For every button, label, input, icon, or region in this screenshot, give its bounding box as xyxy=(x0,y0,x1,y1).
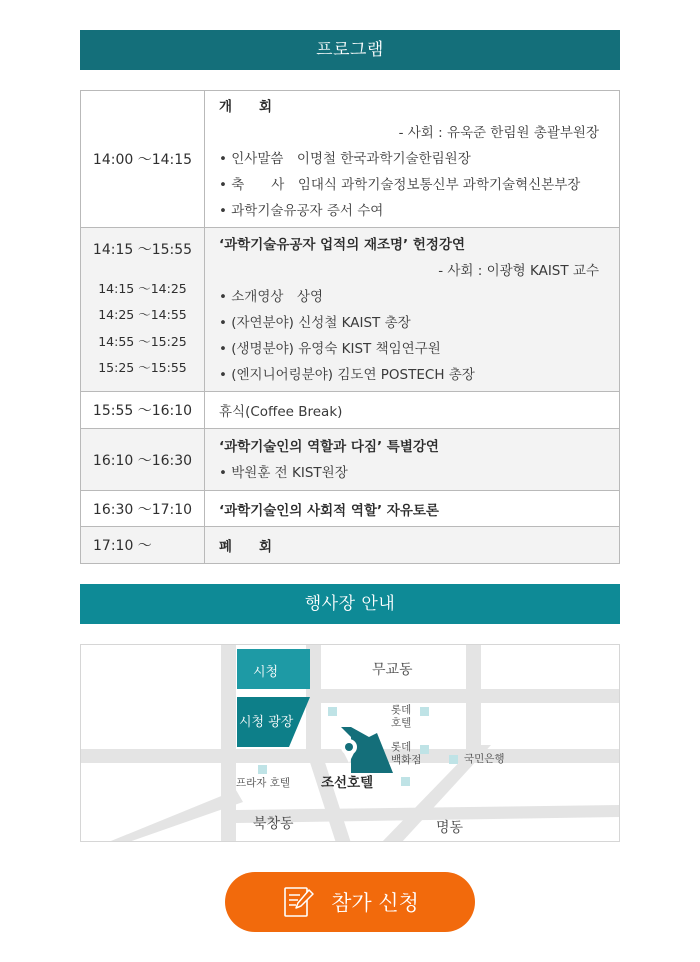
sub-time: 14:55 ～15:25 xyxy=(98,333,187,349)
map-marker-square xyxy=(449,755,458,764)
list-item: • 인사말씀 이명철 한국과학기술한림원장 xyxy=(219,151,471,167)
map-label-lotte-dept: 롯데 백화점 xyxy=(391,741,422,766)
row-time: 14:15 ～15:55 xyxy=(92,242,193,259)
row-moderator: - 사회 : 이광형 KAIST 교수 xyxy=(438,262,599,279)
row-time: 16:30 ～17:10 xyxy=(81,491,205,527)
table-row xyxy=(81,91,620,228)
road-diagonal-1 xyxy=(306,750,351,842)
apply-button[interactable] xyxy=(225,872,475,932)
row-moderator: - 사회 : 유욱준 한림원 총괄부원장 xyxy=(398,125,599,141)
map-label-joseon-hotel: 조선호텔 xyxy=(321,775,374,791)
row-time: 15:55 ～16:10 xyxy=(81,392,205,429)
list-item: • 박원훈 전 KIST원장 xyxy=(219,464,348,481)
venue-header: 행사장 안내 xyxy=(80,584,620,624)
row-title: 개 회 xyxy=(219,99,273,115)
table-row xyxy=(81,392,620,429)
map-marker-square xyxy=(420,745,429,754)
road-horizontal-upper xyxy=(306,689,620,703)
form-pencil-icon xyxy=(281,884,317,920)
row-title: ‘과학기술유공자 업적의 재조명’ 헌정강연 xyxy=(219,236,466,253)
program-schedule-table xyxy=(80,90,620,564)
map-label-myeongdong: 명동 xyxy=(436,820,464,836)
list-item: • (생명분야) 유영숙 KIST 책임연구원 xyxy=(219,340,441,357)
map-label-plaza-hotel: 프라자 호텔 xyxy=(236,777,291,789)
map-roads xyxy=(81,645,620,842)
table-row xyxy=(81,228,620,392)
table-row xyxy=(81,527,620,564)
row-time: 17:10 ～ xyxy=(81,527,205,564)
table-row xyxy=(81,429,620,491)
map-label-mugyo: 무교동 xyxy=(372,662,413,678)
row-text: 휴식(Coffee Break) xyxy=(205,392,620,429)
row-title: ‘과학기술인의 사회적 역할’ 자유토론 xyxy=(205,491,620,527)
list-item: • 소개영상 상영 xyxy=(219,288,323,305)
map-marker-square xyxy=(401,777,410,786)
row-time: 16:10 ～16:30 xyxy=(81,429,205,491)
road-vertical-left xyxy=(221,645,236,842)
map-label-city-hall: 시청 xyxy=(253,665,279,680)
program-header: 프로그램 xyxy=(80,30,620,70)
row-title: ‘과학기술인의 역할과 다짐’ 특별강연 xyxy=(219,438,439,455)
list-item: • 과학기술유공자 증서 수여 xyxy=(219,203,384,219)
sub-time: 14:15 ～14:25 xyxy=(98,280,187,296)
map-label-lotte-hotel: 롯데 호텔 xyxy=(391,704,412,729)
table-row xyxy=(81,491,620,527)
map-marker-square xyxy=(420,707,429,716)
list-item: • 축 사 임대식 과학기술정보통신부 과학기술혁신본부장 xyxy=(219,177,581,193)
apply-button-label: 참가 신청 xyxy=(331,891,419,915)
map-label-kookmin-bank: 국민은행 xyxy=(464,753,505,765)
row-time: 14:00 ～14:15 xyxy=(81,91,205,228)
map-marker-square xyxy=(328,707,337,716)
map-marker-square xyxy=(258,765,267,774)
road-vertical-right xyxy=(466,645,481,755)
map-label-city-hall-plaza: 시청 광장 xyxy=(239,715,294,730)
sub-time: 14:25 ～14:55 xyxy=(98,307,187,323)
sub-time: 15:25 ～15:55 xyxy=(98,360,187,376)
list-item: • (엔지니어링분야) 김도연 POSTECH 총장 xyxy=(219,366,475,383)
list-item: • (자연분야) 신성철 KAIST 총장 xyxy=(219,314,411,331)
row-title: 폐 회 xyxy=(205,527,620,564)
venue-map xyxy=(80,644,620,842)
map-label-bukchang: 북창동 xyxy=(253,816,294,832)
